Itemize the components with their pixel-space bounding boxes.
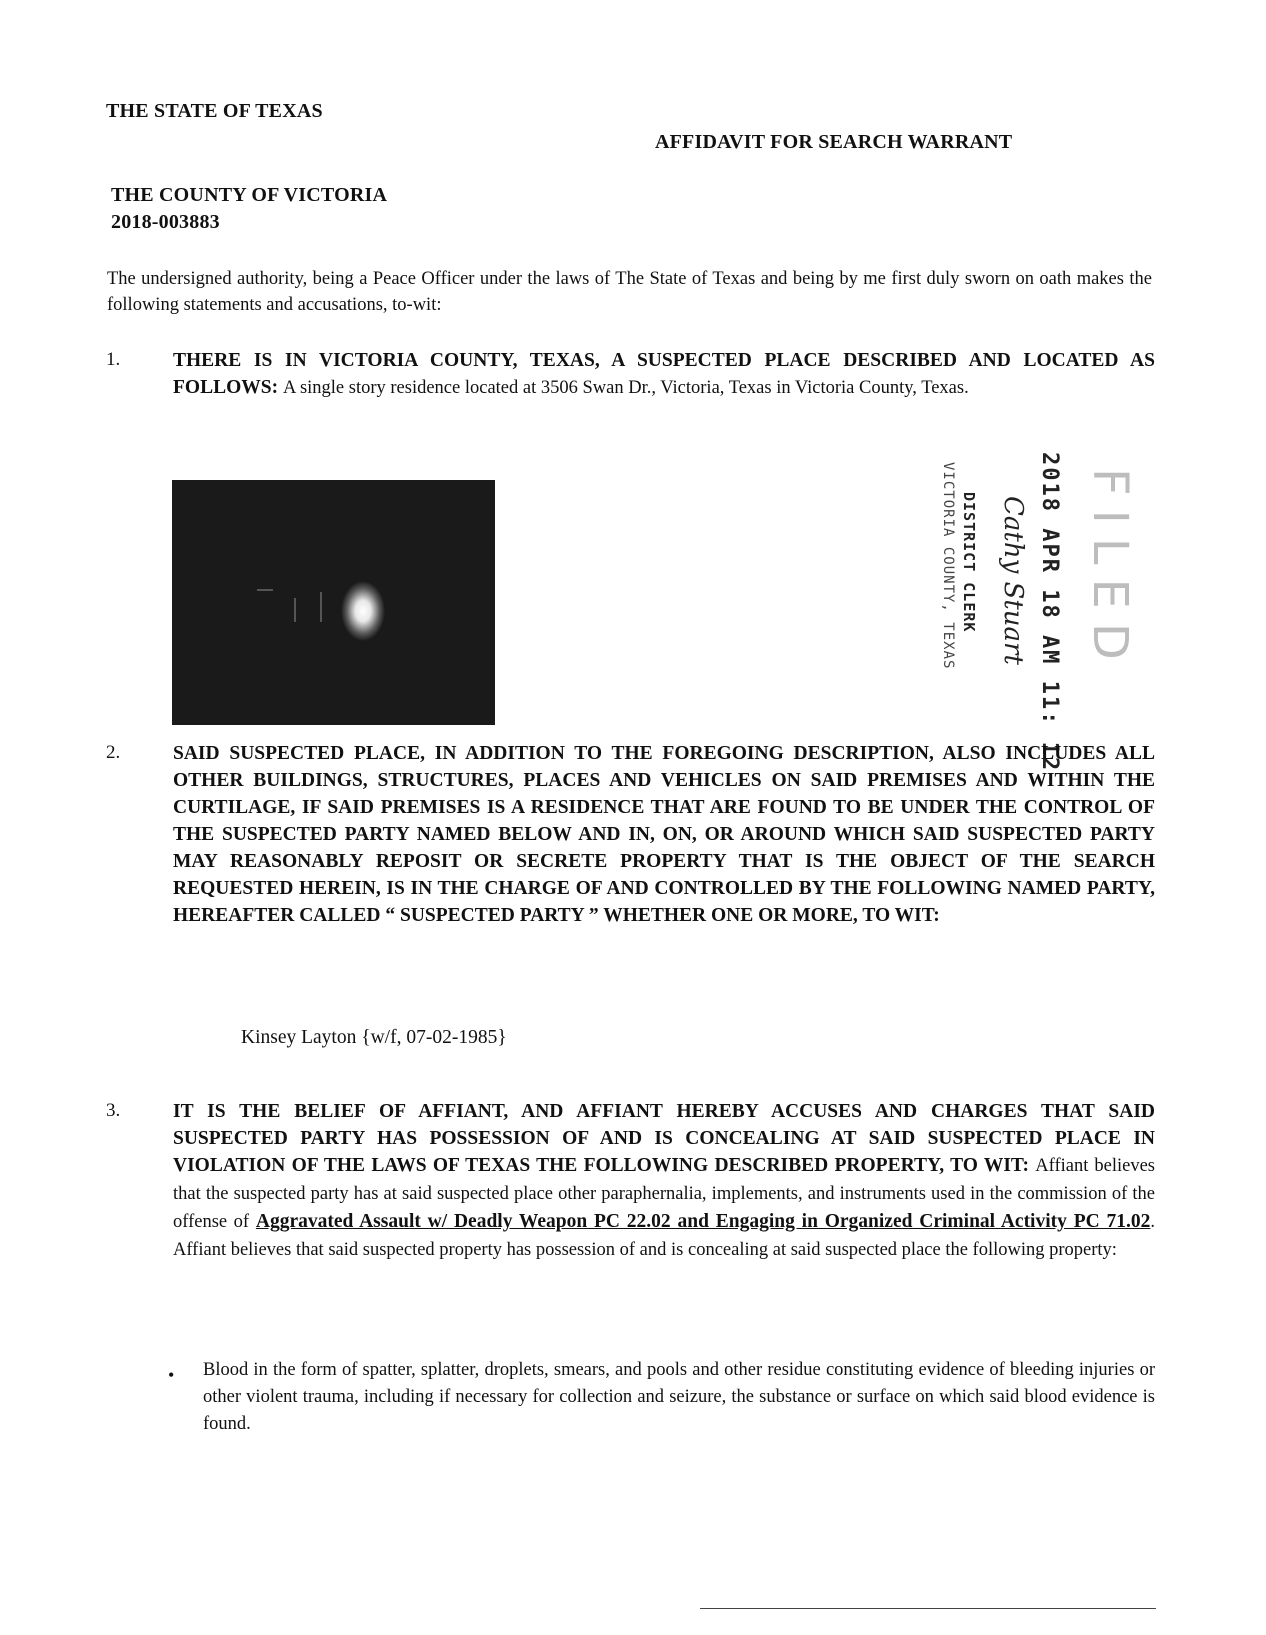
section-number-1: 1. bbox=[106, 349, 121, 370]
section-1 bbox=[173, 347, 1155, 402]
residence-photo bbox=[172, 480, 495, 725]
section-number-2: 2. bbox=[106, 742, 121, 763]
filed-stamp-word: FILED bbox=[1082, 468, 1138, 674]
filed-stamp-county: VICTORIA COUNTY, TEXAS bbox=[940, 462, 956, 670]
county-heading: THE COUNTY OF VICTORIA bbox=[111, 184, 388, 206]
offense-text: Aggravated Assault w/ Deadly Weapon PC 22.02 and Engaging in Organized Criminal Activity PC 71.02 bbox=[255, 1211, 1151, 1232]
filed-stamp-date: 2018 APR 18 AM 11: 12 bbox=[1037, 452, 1062, 773]
clerk-signature: Cathy Stuart bbox=[998, 496, 1028, 665]
suspected-party: Kinsey Layton {w/f, 07-02-1985} bbox=[241, 1027, 507, 1048]
case-number: 2018-003883 bbox=[111, 211, 220, 233]
filed-stamp bbox=[900, 452, 1140, 773]
document-title: AFFIDAVIT FOR SEARCH WARRANT bbox=[655, 131, 1013, 153]
bullet-marker: • bbox=[168, 1365, 175, 1385]
section-2: SAID SUSPECTED PLACE, IN ADDITION TO THE FOREGOING DESCRIPTION, ALSO INCLUDES ALL OTHER BUILDINGS, STRUCTURES, PLACES AND VEHICLES ON SAID PREMISES AND WITHIN THE CURTILAGE, IF SAID PREMISES IS A RESIDENCE THAT ARE FOUND TO BE UNDER THE CONTROL OF THE SUSPECTED PARTY NAMED BELOW AND IN, ON, OR AROUND WHICH SAID SUSPECTED PARTY MAY REASONABLY REPOSIT OR SECRETE PROPERTY THAT IS THE OBJECT OF THE SEARCH REQUESTED HEREIN, IS IN THE CHARGE OF AND CONTROLLED BY THE FOLLOWING NAMED PARTY, HEREAFTER CALLED “ SUSPECTED PARTY ” WHETHER ONE OR MORE, TO WIT: bbox=[173, 743, 1155, 926]
section-1-heading: THERE IS IN VICTORIA COUNTY, TEXAS, A SUSPECTED PLACE DESCRIBED AND LOCATED AS FOLLOWS: bbox=[173, 350, 1155, 398]
section-3 bbox=[173, 1098, 1155, 1264]
section-3-body-b: . Affiant believes that said suspected property has possession of and is concealing at said suspected place the following property: bbox=[173, 1212, 1155, 1260]
signature-line bbox=[700, 1608, 1156, 1609]
state-heading: THE STATE OF TEXAS bbox=[106, 100, 323, 122]
section-number-3: 3. bbox=[106, 1100, 121, 1121]
section-1-body: A single story residence located at 3506 Swan Dr., Victoria, Texas in Victoria County, Texas. bbox=[282, 378, 969, 398]
filed-stamp-clerk: DISTRICT CLERK bbox=[960, 492, 978, 633]
section-3-heading: IT IS THE BELIEF OF AFFIANT, AND AFFIANT HEREBY ACCUSES AND CHARGES THAT SAID SUSPECTED PARTY HAS POSSESSION OF AND IS CONCEALING AT SAID SUSPECTED PLACE IN VIOLATION OF THE LAWS OF TEXAS THE FOLLOWING DESCRIBED PROPERTY, TO WIT: bbox=[173, 1101, 1155, 1176]
bullet-item-blood: Blood in the form of spatter, splatter, droplets, smears, and pools and other residue constituting evidence of bleeding injuries or other violent trauma, including if necessary for collection and seizure, the substance or surface on which said blood evidence is found. bbox=[203, 1360, 1155, 1434]
intro-statement: The undersigned authority, being a Peace Officer under the laws of The State of Texas and being by me first duly sworn on oath makes the following statements and accusations, to-wit: bbox=[107, 269, 1152, 315]
section-3-body-a: Affiant believes that the suspected party has at said suspected place other paraphernalia, implements, and instruments used in the commission of the offense of bbox=[173, 1156, 1155, 1232]
